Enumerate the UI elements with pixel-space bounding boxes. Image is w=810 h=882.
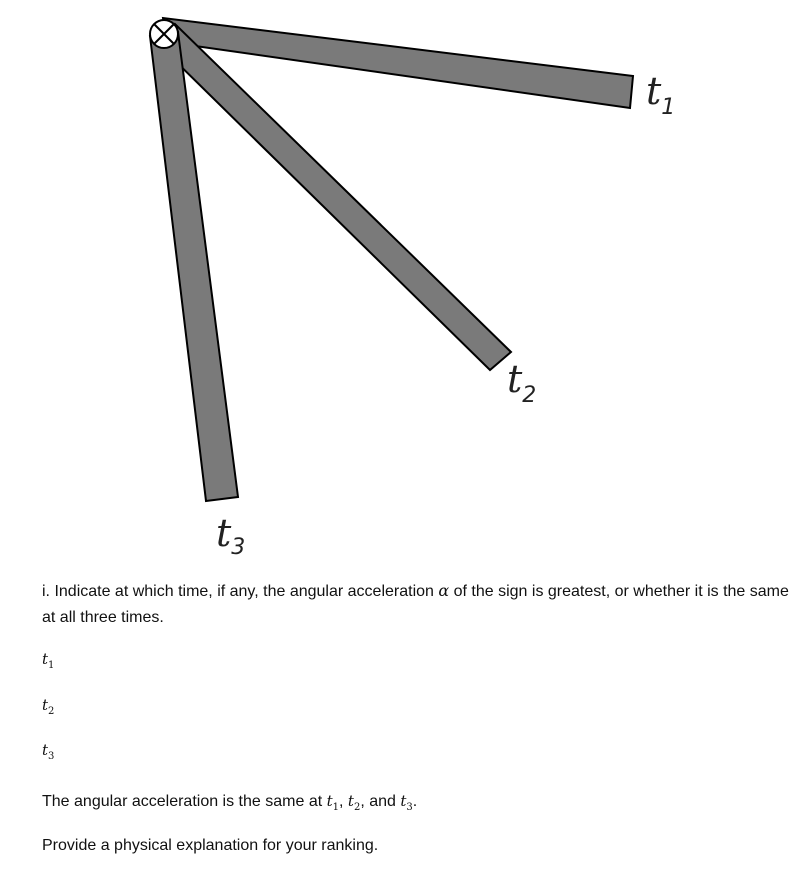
label-t1: t1 xyxy=(646,69,676,120)
option-same[interactable]: The angular acceleration is the same at $t_1$, $t_2$, and $t_3$. xyxy=(42,792,418,813)
option-t3[interactable]: $t_3$ xyxy=(42,741,55,762)
circled-x-icon xyxy=(150,20,178,48)
option-t2[interactable]: $t_2$ xyxy=(42,696,55,717)
option-t1[interactable]: $t_1$ xyxy=(42,650,55,671)
label-t3: t3 xyxy=(216,511,246,560)
explanation-prompt: Provide a physical explanation for your ranking. xyxy=(42,837,379,854)
label-t2: t2 xyxy=(507,357,537,408)
alpha-symbol: α xyxy=(438,581,450,600)
question-text: i. Indicate at which time, if any, the angular acceleration α of the sign is greatest, or whether it is the same at all three times. xyxy=(42,581,789,626)
